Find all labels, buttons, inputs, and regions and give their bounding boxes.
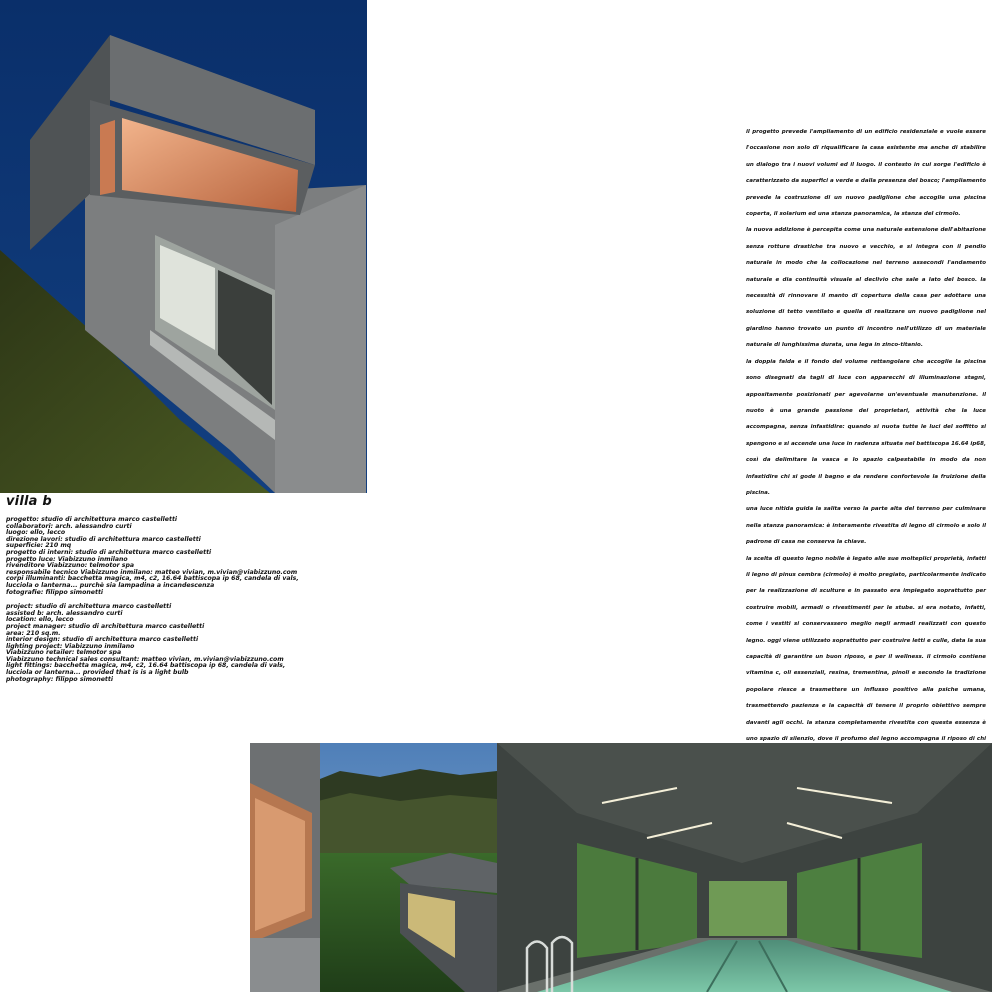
credit-line: photography: filippo simonetti [6, 675, 113, 683]
credit-line: area: 210 sq.m. [6, 629, 61, 637]
credit-line: light fittings: bacchetta magica, m4, c2, 16.64 battiscopa ip 68, candela di vals, [6, 662, 286, 670]
credit-line: project manager: studio di architettura marco castelletti [6, 622, 205, 630]
credit-line: project: studio di architettura marco castelletti [6, 603, 172, 611]
credit-line: responsabile tecnico Viabizzuno inmilano: matteo vivian, m.vivian@viabizzuno.com [6, 568, 298, 576]
description-paragraph: il progetto prevede l'ampliamento di un edificio residenziale e vuole essere l'occasione non solo di riqualificare la casa esistente ma anche di stabilire un dialogo tra i nuovi volumi ed il luogo. il contesto in cui sorge l'edificio è caratterizzato da superfici a verde e dalla presenza del bosco; l'ampliamento prevede la costruzione di un nuovo padiglione che accoglie una piscina coperta, il solarium ed una stanza panoramica, la stanza del cirmolo. [746, 129, 986, 218]
credit-line: progetto: studio di architettura marco castelletti [6, 516, 178, 523]
project-title: villa b [6, 494, 52, 509]
credit-line: assisted b: arch. alessandro curti [6, 609, 123, 617]
villa-exterior-photo [0, 0, 367, 493]
credit-line: lucciola o lanterna... purchè sia lampadina a incandescenza [6, 581, 215, 589]
credit-line: location: ello, lecco [6, 616, 74, 624]
credit-line: progetto di interni: studio di architettura marco castelletti [6, 548, 212, 556]
description-paragraph: la doppia falda e il fondo del volume rettangolare che accoglie la piscina sono disegnati da tagli di luce con apparecchi di illuminazione stagni, appositamente posizionati per agevolarne un'eventuale manutenzione. il nuoto è una grande passione dei proprietari, attività che la luce accompagna, senza infastidire: quando si nuota tutte le luci del soffitto si spengono e si accende una luce in radenza situata nel battiscopa 16.64 ip68, così da delimitare la vasca e lo spazio calpestabile in modo da non infastidire chi si gode il bagno e da rendere confortevole la fruizione della piscina. [746, 358, 986, 496]
credit-line: superficie: 210 mq [6, 542, 72, 550]
description-paragraph: la scelta di questo legno nobile è legato alle sue molteplici proprietà, infatti il legno di pinus cembra (cirmolo) è molto pregiato, particolarmente indicato per la realizzazione di sculture e in passato era impiegato soprattutto per costruire mobili, armadi o rivestimenti per le stube. si era notato, infatti, come i vestiti si conservassero meglio negli armadi realizzati con questo legno. oggi viene utilizzato soprattutto per costruire letti e culle, data la sua capacità di garantire un buon riposo, e per il wellness. il cirmolo contiene vitamina c, oli essenziali, resina, trementina, pinoli e secondo la tradizione popolare riesce a trasmettere un influsso positivo alla psiche umana, trasmettendo pazienza e la capacità di tenere il proprio obiettivo sempre davanti agli occhi. la stanza completamente rivestita con questa essenza è uno spazio di silenzio, dove il profumo del legno accompagna il riposo di chi [746, 555, 986, 743]
description-paragraph: la nuova addizione è percepita come una naturale estensione dell'abitazione senza rotture drastiche tra nuovo e vecchio, e si integra con il pendio naturale in modo che la collocazione nel terreno assecondi l'andamento naturale e dia continuità visuale al declivio che sale a lato del bosco. la necessità di rinnovare il manto di copertura della casa per adottare una soluzione di tetto ventilato e quella di realizzare un nuovo padiglione nel giardino hanno trovato un punto di incontro nell'utilizzo di un materiale naturale di lunghissima durata, una lega in zinco-titanio. [746, 227, 986, 349]
credit-line: collaboratori: arch. alessandro curti [6, 522, 132, 530]
project-description [746, 124, 986, 780]
credit-line: rivenditore Viabizzuno: telmotor spa [6, 562, 135, 570]
credit-line: lucciola or lanterna... provided that is is a light bulb [6, 669, 189, 677]
credit-line: lighting project: Viabizzuno inmilano [6, 642, 135, 650]
description-paragraph: una luce nitida guida la salita verso la parte alta del terreno per culminare nella stanza panoramica: è interamente rivestita di legno di cirmolo e solo il padrone di casa ne conserva la chiave. [746, 506, 986, 546]
credit-line: progetto luce: Viabizzuno inmilano [6, 555, 128, 563]
credit-line: direzione lavori: studio di architettura marco castelletti [6, 535, 201, 543]
credit-line: Viabizzuno retailer: telmotor spa [6, 649, 122, 657]
credit-line: corpi illuminanti: bacchetta magica, m4, c2, 16.64 battiscopa ip 68, candela di vals, [6, 575, 299, 583]
credit-line: Viabizzuno technical sales consultant: matteo vivian, m.vivian@viabizzuno.com [6, 655, 284, 663]
project-credits [6, 517, 346, 683]
credit-line: luogo: ello, lecco [6, 529, 66, 537]
indoor-pool-photo [497, 743, 992, 992]
pavilion-garden-photo [250, 743, 497, 992]
credit-line: interior design: studio di architettura marco castelletti [6, 636, 199, 644]
credit-line: fotografie: filippo simonetti [6, 588, 104, 596]
